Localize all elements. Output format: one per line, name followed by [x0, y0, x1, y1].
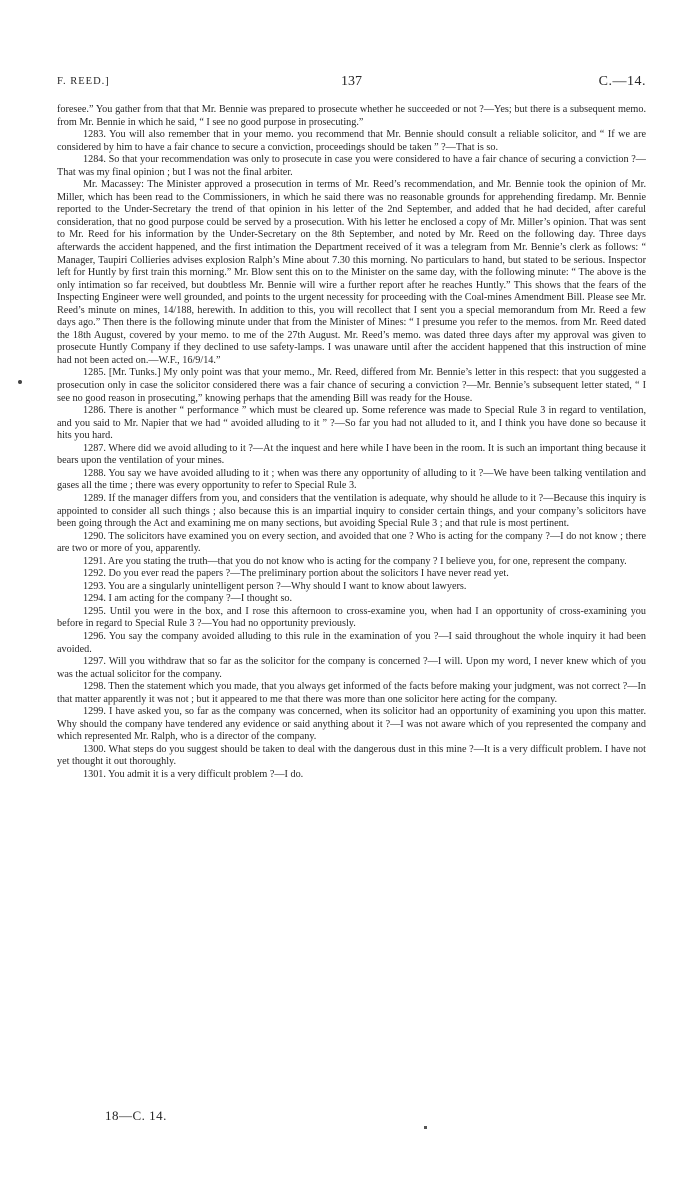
paragraph: 1296. You say the company avoided alluding to this rule in the examination of you ?—I said throughout the whole inquiry it had been avoided. — [57, 630, 646, 655]
paragraph: 1285. [Mr. Tunks.] My only point was that your memo., Mr. Reed, differed from Mr. Bennie’s letter in this respect: that you suggested a prosecution only in case the solicitor considered there was a fair chance of securing a conviction ?—Mr. Bennie’s subsequent letter stated, “ I see no good reason in prosecuting,” knowing perhaps that the amending Bill was ready for the House. — [57, 367, 646, 404]
paragraph: 1284. So that your recommendation was only to prosecute in case you were considered to have a fair chance of securing a conviction ?—That was my final opinion ; but I was not the final arbiter. — [57, 154, 646, 178]
paragraph: 1288. You say we have avoided alluding to it ; when was there any opportunity of alluding to it ?—We have been talking ventilation and gases all the time ; there was every opportunity to refer to Special Rule 3. — [57, 467, 646, 492]
page-number: 137 — [341, 74, 362, 89]
paragraph: 1287. Where did we avoid alluding to it ?—At the inquest and here while I have been in the room. It is such an important thing because it bears upon the ventilation of your mines. — [57, 442, 646, 467]
running-head-witness: F. REED.] — [57, 76, 110, 87]
signature-footer: 18—C. 14. — [105, 1108, 167, 1123]
paragraph: 1289. If the manager differs from you, and considers that the ventilation is adequate, why should he allude to it ?—Because this inquiry is appointed to consider all such things ; also because this is an impartial inquiry to consider certain things, and your company’s solicitors have been going through the Act and examining me on many sections, but avoiding Special Rule 3 ; and that rule is most pertinent. — [57, 492, 646, 530]
paragraph: 1283. You will also remember that in your memo. you recommend that Mr. Bennie should consult a reliable solicitor, and “ If we are considered by him to have a fair chance to secure a conviction, proceedings should be taken ” ?—That is so. — [57, 129, 646, 153]
paragraph: 1301. You admit it is a very difficult problem ?—I do. — [83, 768, 304, 780]
document-body — [57, 104, 646, 782]
paragraph: 1300. What steps do you suggest should be taken to deal with the dangerous dust in this mine ?—It is a very difficult problem. I have not yet thought it out thoroughly. — [57, 743, 646, 768]
paragraph: 1295. Until you were in the box, and I rose this afternoon to cross-examine you, when had I an opportunity of cross-examining you before in regard to Special Rule 3 ?—You had no opportunity previously. — [57, 605, 646, 630]
stray-mark — [424, 1126, 427, 1129]
paragraph: 1291. Are you stating the truth—that you do not know who is acting for the company ? I believe you, for one, represent the company. — [83, 555, 627, 567]
margin-dot — [18, 380, 22, 384]
paragraph: 1297. Will you withdraw that so far as the solicitor for the company is concerned ?—I will. Upon my word, I never knew which of you was the actual solicitor for the company. — [57, 656, 646, 680]
paragraph: 1286. There is another “ performance ” which must be cleared up. Some reference was made to Special Rule 3 in regard to ventilation, and you said to Mr. Napier that we had “ avoided alluding to it ” ?—So far you had not alluded to it, and I think you have done so because it hits you hard. — [57, 405, 646, 442]
paragraph: 1298. Then the statement which you made, that you always get informed of the facts before making your judgment, was not correct ?—In that matter apparently it was not ; but it appeared to me that there was more than one solicitor here acting for the company. — [57, 681, 646, 705]
paragraph: foresee.” You gather from that that Mr. Bennie was prepared to prosecute whether he succeeded or not ?—Yes; but there is a subsequent memo. from Mr. Bennie in which he said, “ I see no good purpose in prosecuting.” — [57, 104, 646, 128]
paragraph: 1290. The solicitors have examined you on every section, and avoided that one ? Who is acting for the company ?—I do not know ; there are two or more of you, apparently. — [57, 530, 646, 555]
page-header — [57, 74, 646, 94]
paragraph: 1293. You are a singularly unintelligent person ?—Why should I want to know about lawyers. — [83, 580, 467, 592]
paragraph: 1292. Do you ever read the papers ?—The preliminary portion about the solicitors I have never read yet. — [83, 568, 509, 580]
document-code: C.—14. — [598, 74, 646, 89]
paragraph: 1299. I have asked you, so far as the company was concerned, when its solicitor had an opportunity of examining you upon this matter. Why should the company have tendered any evidence or said anything about it ?—I was not aware which of you represented the company and which represented Mr. Ralph, who is a director of the company. — [57, 706, 646, 743]
paragraph: 1294. I am acting for the company ?—I thought so. — [83, 593, 293, 605]
paragraph: Mr. Macassey: The Minister approved a prosecution in terms of Mr. Reed’s recommendation, and Mr. Bennie took the opinion of Mr. Miller, which has been read to the Commissioners, in which he said there was no reasonable grounds for apprehending firedamp. Mr. Bennie reported to the Under-Secretary the trend of that opinion in his letter of the 2nd September, and added that he had decided, after careful consideration, that no good purpose could be served by a prosecution. With his letter he enclosed a copy of Mr. Miller’s opinion. That was sent to Mr. Reed for his information by the Under-Secretary on the 8th September, and noted by Mr. Reed on the following day. Three days afterwards the accident happened, and the first intimation the Department received of it was a telegram from Mr. Bennie’s clerk as follows: “ Manager, Taupiri Collieries advises explosion Ralph’s Mine about 7.30 this morning. No particulars to hand, but stated to be serious. Inspector left for Huntly by first train this morning.” Mr. Blow sent this on to the Minister on the same day, with the following minute: “ The above is the only intimation so far received, but doubtless Mr. Bennie will wire a further report after he reaches Huntly.” This shows that the fears of the Inspecting Engineer were well grounded, and points to the urgent necessity for proceeding with the Coal-mines Amendment Bill. Please see Mr. Reed’s minute on mines, 14/188, herewith. In addition to this, you will recollect that I sent you a special memorandum from Mr. Reed a few days ago.” Then there is the following minute under that from the Minister of Mines: “ I presume you refer to the memos. from Mr. Reed dated the 18th August, covered by your memo. to me of the 27th August. Mr. Reed’s memo. was dated three days after my approval was given to prosecute Huntly Company if they declined to use safety-lamps. I was unaware until after the accident happened that this instruction of mine had not been acted on.—W.F., 16/9/14.” — [57, 179, 646, 366]
